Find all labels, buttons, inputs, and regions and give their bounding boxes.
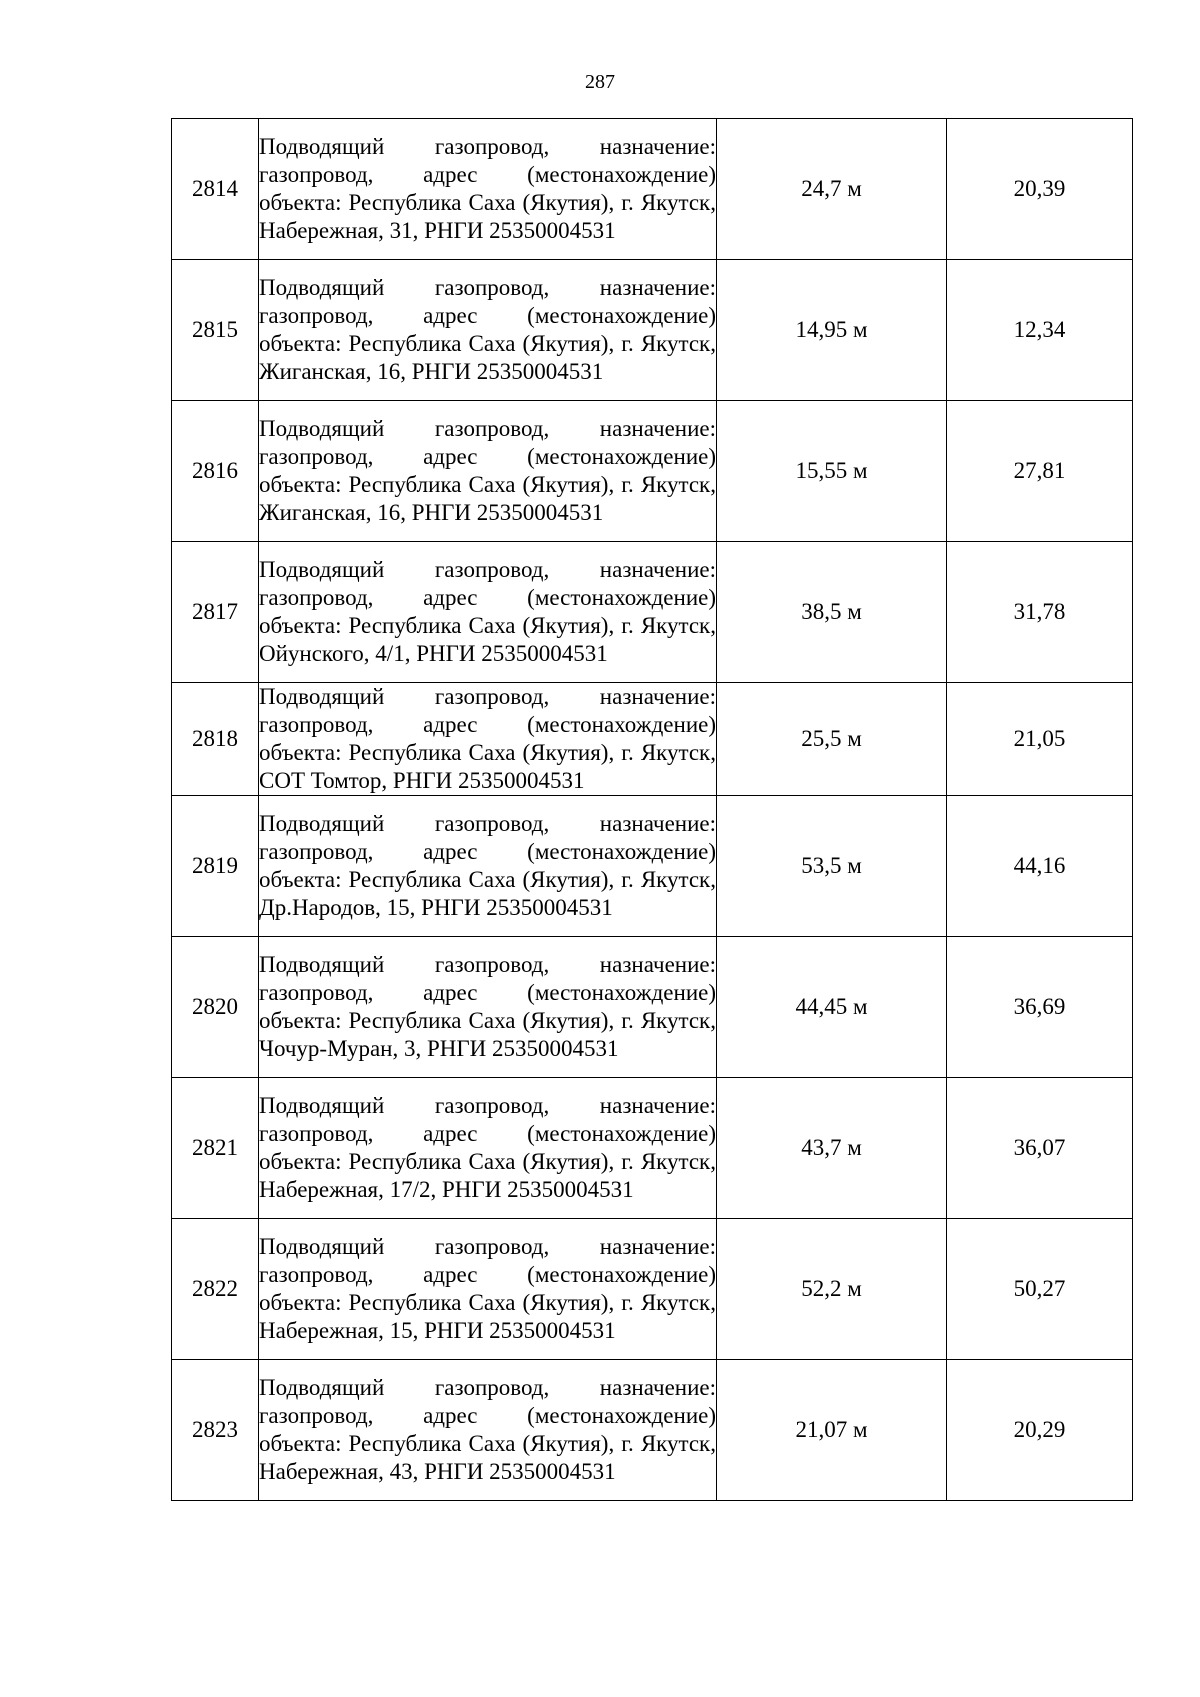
row-number: 2821 [172,1078,259,1219]
table-row [172,119,1133,260]
row-length: 21,07 м [717,1360,947,1501]
row-number: 2817 [172,542,259,683]
row-number: 2820 [172,937,259,1078]
row-value: 12,34 [947,260,1133,401]
table-row [172,937,1133,1078]
row-description: Подводящий газопровод, назначение: газопровод, адрес (местонахождение) объекта: Республика Саха (Якутия), г. Якутск, Набережная, 43, РНГИ 25350004531 [259,1360,717,1501]
row-number: 2816 [172,401,259,542]
row-number: 2815 [172,260,259,401]
row-description: Подводящий газопровод, назначение: газопровод, адрес (местонахождение) объекта: Республика Саха (Якутия), г. Якутск, Др.Народов, 15, РНГИ 25350004531 [259,796,717,937]
row-length: 25,5 м [717,683,947,796]
table-row [172,683,1133,796]
row-number: 2823 [172,1360,259,1501]
row-description: Подводящий газопровод, назначение: газопровод, адрес (местонахождение) объекта: Республика Саха (Якутия), г. Якутск, СОТ Томтор, РНГИ 25350004531 [259,683,717,796]
row-description: Подводящий газопровод, назначение: газопровод, адрес (местонахождение) объекта: Республика Саха (Якутия), г. Якутск, Ойунского, 4/1, РНГИ 25350004531 [259,542,717,683]
registry-table [171,118,1133,1501]
table-row [172,1078,1133,1219]
table-row [172,260,1133,401]
row-number: 2814 [172,119,259,260]
row-value: 20,29 [947,1360,1133,1501]
row-length: 53,5 м [717,796,947,937]
row-length: 38,5 м [717,542,947,683]
row-length: 52,2 м [717,1219,947,1360]
row-number: 2819 [172,796,259,937]
row-number: 2818 [172,683,259,796]
row-value: 36,07 [947,1078,1133,1219]
row-value: 21,05 [947,683,1133,796]
row-length: 44,45 м [717,937,947,1078]
table-row [172,1360,1133,1501]
row-value: 27,81 [947,401,1133,542]
row-value: 50,27 [947,1219,1133,1360]
row-length: 43,7 м [717,1078,947,1219]
row-description: Подводящий газопровод, назначение: газопровод, адрес (местонахождение) объекта: Республика Саха (Якутия), г. Якутск, Чочур-Муран, 3, РНГИ 25350004531 [259,937,717,1078]
row-length: 24,7 м [717,119,947,260]
table-row [172,1219,1133,1360]
row-description: Подводящий газопровод, назначение: газопровод, адрес (местонахождение) объекта: Республика Саха (Якутия), г. Якутск, Набережная, 15, РНГИ 25350004531 [259,1219,717,1360]
table-row [172,401,1133,542]
row-description: Подводящий газопровод, назначение: газопровод, адрес (местонахождение) объекта: Республика Саха (Якутия), г. Якутск, Набережная, 31, РНГИ 25350004531 [259,119,717,260]
table-row [172,542,1133,683]
row-length: 14,95 м [717,260,947,401]
row-number: 2822 [172,1219,259,1360]
row-value: 31,78 [947,542,1133,683]
row-description: Подводящий газопровод, назначение: газопровод, адрес (местонахождение) объекта: Республика Саха (Якутия), г. Якутск, Жиганская, 16, РНГИ 25350004531 [259,401,717,542]
row-description: Подводящий газопровод, назначение: газопровод, адрес (местонахождение) объекта: Республика Саха (Якутия), г. Якутск, Набережная, 17/2, РНГИ 25350004531 [259,1078,717,1219]
row-description: Подводящий газопровод, назначение: газопровод, адрес (местонахождение) объекта: Республика Саха (Якутия), г. Якутск, Жиганская, 16, РНГИ 25350004531 [259,260,717,401]
row-length: 15,55 м [717,401,947,542]
page-number: 287 [585,71,615,93]
row-value: 36,69 [947,937,1133,1078]
table-row [172,796,1133,937]
row-value: 20,39 [947,119,1133,260]
row-value: 44,16 [947,796,1133,937]
